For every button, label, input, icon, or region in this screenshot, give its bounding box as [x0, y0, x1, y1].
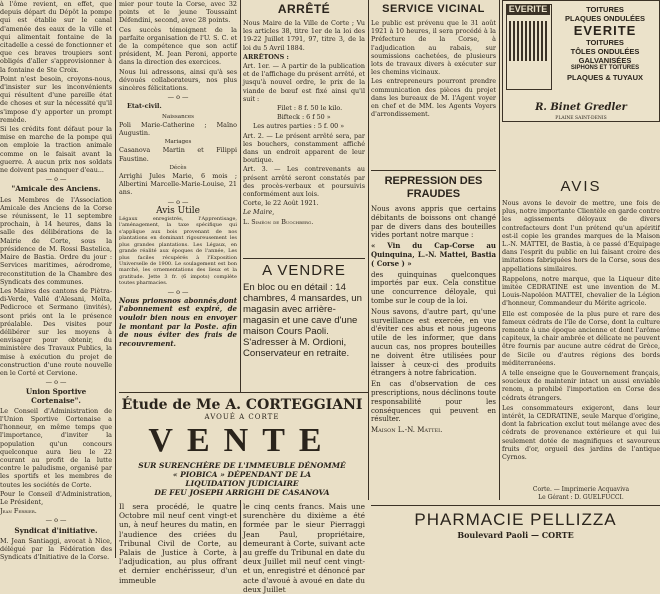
article-text: à l'ôme revient, en effet, que depuis départ du Dépôt la pompe qui est établie sur le canal d'amenée des eaux de la ville et qui alimentait fontaine de la citadelle a cessé de fonctionner et que ces braves troupiers sont obligés d'aller s'approvisionner à la fontaine de Ste Croix. — [0, 0, 112, 74]
signature: Le Maire, — [243, 208, 275, 217]
printer-line: Corte. — Imprimerie Acquaviva — [532, 486, 630, 493]
section-rule — [371, 505, 660, 506]
separator: — o — — [167, 287, 189, 296]
etude-notice — [119, 395, 365, 497]
article-text: En cas d'observation de ces prescriptions, nous déclinons toute responsabilité pour les conséquences qui peuvent en résulter. — [371, 380, 496, 424]
article-text: M. Jean Santiaggi, avocat à Nice, délégué par la Fédération des Syndicats d'Initiative de la Corse. — [0, 536, 112, 562]
article-text: A telle enseigne que le Gouvernement français, soucieux de maintenir intact un aussi enviable renom, a prohibé l'importation en Corse des cédrats étrangers. — [502, 369, 660, 402]
price-line: Les autres parties : 5 f. 00 » — [253, 122, 345, 131]
article-text: Nous Maire de la Ville de Corte ; Vu les articles 38, titre 1er de la loi des 19-22 Juillet 1791, 97, titre 3, de la loi du 5 Avril 1884. — [243, 19, 365, 52]
article-text: Nous savons, d'autre part, qu'une surveillance est exercée, en vue d'éviter ces abus et nous jugeons utile de les informer, que dans aucun cas, nos propres bouteilles ne doivent être utilisées pour laisser à ceux-ci des produits étrangers à notre fabrication. — [371, 307, 496, 378]
etude-subtitle: AVOUÉ A CORTE — [204, 413, 280, 421]
column-rule — [240, 500, 241, 558]
vente-body-right: le cinq cents francs. Mais une surenchère du dixième a été formée par le sieur Pierraggi Jean Paul, propriétaire, demeurant à Corte, suivant acte au greffe du Tribunal en date du deux Juillet mil neuf cent vingt-et un, enregistré et dénoncé par acte d'avoué à avoué en date du deux Juillet — [243, 502, 365, 594]
subheading: Décès — [169, 164, 187, 171]
signature: Maison L.-N. Mattei. — [371, 426, 443, 435]
price-line: Filet : 8 f. 50 le kilo. — [277, 104, 343, 113]
arrete-column — [243, 0, 365, 260]
article-text: Rappelons, notre marque, que la Liqueur dite imitée CEDRATINE est une invention de M. Louis-Napoléon MATTEI, chevalier de la Légion d'honneur, Commandeur du Mérite agricole. — [502, 274, 660, 308]
avis-notice — [502, 178, 660, 463]
separator: — o — — [167, 93, 189, 102]
article-text: Les Maires des cantons de Piètra-di-Verde, Vallé d'Alesani, Moïta, Pedicroce et Sermano (invités), sont priés ont la le présence préalable. Des visites pour délibérer sur les moyens à envisager pour obtenir, du ministère des Travaux Publics, la mise à exécution du projet de construction d'une route nouvelle en le Corté et Cervione. — [0, 286, 112, 377]
section-heading: Union Sportive Cortenaise". — [25, 387, 87, 405]
article-text: Le Conseil d'Administration de l'Union Sportive Cortenaise a l'honneur, en même temps que l'importance, d'inviter la population qu'un concours quelconque aura lieu le 22 courant au profit de la lutte contre le paludisme, organisé par les sportifs et les membres de toutes les sociétés de Corte. — [0, 406, 112, 489]
column-rule — [115, 0, 116, 558]
ad-text — [553, 5, 657, 82]
separator: — o — — [45, 378, 67, 387]
article-text: Si les crédits font défaut pour la mise en marche de la pompe qui on emploie la traction animale comme on le faisait avant la guerre. A aucun prix nos soldats ne doivent pas manquer d'eau... — [0, 125, 112, 175]
ad-line: TÔLES ONDULÉES — [570, 47, 640, 56]
column-2 — [119, 0, 237, 390]
ad-line: TOITURES — [586, 38, 624, 47]
pharmacie-address: Boulevard Paoli — CORTE — [457, 530, 574, 540]
article-text: mier pour toute la Corse, avec 32 points et le jeune Toussaint Défendini, second, avec 28 points. — [119, 0, 237, 25]
section-heading: "Amicale des Anciens. — [11, 184, 101, 194]
repression-title: REPRESSION DES FRAUDES — [384, 175, 483, 200]
vente-body-left: Il sera procédé, le quatre Octobre mil neuf cent vingt-et un, à neuf heures du matin, en l'audience des criées du Tribunal Civil de Corte, au Palais de Justice à Corte, à l'adjudication, au plus offrant et dernier enchérisseur, d'un immeuble — [119, 502, 237, 585]
vente-subtitle: LIQUIDATION JUDICIAIRE — [185, 479, 299, 488]
ad-line: SIPHONS ET TOITURES — [570, 65, 640, 71]
vente-subtitle: SUR SURENCHÈRE DE L'IMMEUBLE DÉNOMMÉ — [138, 461, 346, 470]
article-text: Art. 2. — Le présent arrêté sera, par les bouchers, constamment affiché dans un endroit apparent de leur boutique. — [243, 131, 365, 165]
article-text: Art. 1er. — A partir de la publication et de l'affichage du présent arrêté, et jusqu'à nouvel ordre, le prix de la viande de bœuf est fixé ainsi qu'il suit : — [243, 62, 365, 103]
service-title: SERVICE VICINAL — [382, 3, 485, 15]
subscriber-notice: Nous prionsnos abonnés,dont l'abonnement est expiré, de vouloir bien nous en envoyer le montant par la Poste. afin de nous éviter des frais de recouvrement. — [119, 295, 237, 348]
ad-brand: EVERITE — [573, 23, 637, 38]
vente-subtitle: « PIOBICA » DÉPENDANT DE LA — [172, 470, 312, 479]
repression-des-fraudes — [371, 175, 496, 437]
signature: Jean Ferrier. — [0, 507, 37, 516]
article-text: Ces succès témoignent de la parfaite organisation de l'U. S. C. et de la compétence que son actif président, M. Jean Peroni, apporte dans la direction des exercices. — [119, 25, 237, 67]
vente-title: VENTE — [148, 422, 336, 459]
subheading: Mariages — [164, 139, 192, 146]
pharmacie-ad — [371, 510, 660, 540]
article-text: Nous avons appris que certains débitants de boissons ont changé par de divers dans des bouteilles vides portant notre marque : — [371, 205, 496, 240]
article-text: Pour le Conseil d'Administration, Le Président, — [0, 489, 112, 506]
vente-subtitle: DE FEU JOSEPH ARRIGHI DE CASANOVA — [154, 488, 330, 497]
everite-advertisement — [502, 0, 660, 122]
section-rule — [119, 392, 368, 393]
brand-quote: « Vin du Cap-Corse au Quinquina, L.-N. Mattei, Bastia ( Corse ) » — [371, 241, 496, 268]
section-heading: Avis Utile — [156, 205, 200, 216]
arrete-title: ARRÊTÉ — [277, 2, 331, 16]
pharmacie-name: PHARMACIE PELLIZZA — [414, 510, 617, 529]
section-heading: Etat-civil. — [127, 102, 162, 111]
a-vendre-text: En bloc ou en détail : 14 chambres, 4 mansardes, un magasin avec arrière-magasin et une cave d'une maison Cours Paoli. S'adresser à M. Ordioni, Conservateur en retraite. — [243, 282, 362, 359]
ad-line: PLAQUES & TUYAUX — [567, 72, 643, 82]
section-rule — [371, 170, 496, 171]
signature: L. Siméon de Buochberg. — [243, 217, 314, 226]
arrete-date: Corte, le 22 Août 1921. — [243, 199, 319, 208]
avis-title: AVIS — [560, 178, 602, 195]
a-vendre-title: A VENDRE — [262, 262, 346, 279]
etude-title: Étude de Me A. CORTEGGIANI — [121, 397, 363, 413]
gerant-line: Le Gérant : D. GUELFUCCI. — [538, 494, 624, 501]
article-text: Les entrepreneurs pourront prendre communication des pièces du projet dans les bureaux de M. l'Agent voyer en chef et de MM. les Agents Voyers d'arrondissement. — [371, 77, 496, 119]
column-rule — [240, 0, 241, 392]
separator: — o — — [45, 516, 67, 525]
column-1 — [0, 0, 112, 562]
article-text: Casanova Martin et Filippi Faustine. — [119, 146, 237, 163]
ad-signature: R. Binet Gredler — [535, 102, 627, 113]
a-vendre-ad — [243, 262, 365, 359]
article-text: Elle est composée de la plus pure et rare des fameux cédrats de l'île de Corse, dont la culture remonte à une époque ancienne et dont l'arôme capiteux, la chair ambrée et délicate ne peuvent être fournis par aucune autre cédrat de Grèce, de Sicile ou d'autres régions des bords méditerranéens. — [502, 309, 660, 367]
ad-line: GALVANISÉES — [578, 56, 632, 65]
article-text: Poli Marie-Catherine ; Maïno Augustin. — [119, 120, 237, 138]
article-text: Nous avons le devoir de mettre, une fois de plus, notre importante Clientèle en garde contre les agissements déloyaux de divers contrefacteurs dont l'un prétend qu'un apéritif est-il copie les grandes marques de la Maison L.-N. MATTEI, de Bastia, à ce passé d'Equipage dans l'esprit du public en lui faisant croire des imitations fabriquées hors de la Corse, sous des appellations similaires. — [502, 199, 660, 273]
article-text: Le public est prévenu que le 31 août 1921 à 10 heures, il sera procédé à la Préfecture de la Corse, à l'adjudication au rabais, sur soumissions cachetées, de plusieurs lots de travaux divers à exécuter sur les chemins vicinaux. — [371, 19, 496, 77]
article-text: Nous lui adressons, ainsi qu'à ses dévoués collaborateurs, nos plus sincères félicitations. — [119, 67, 237, 93]
article-text: Les Membres de l'Association Amicale des Anciens de la Corse se réunissent, le 11 septembre prochain, à 14 heures, dans la salle des délibérations de la Mairie de Corte, sous la présidence de M. Rossi Bastelica, Maire de Bastia. Ordre du jour : Services maritimes, aérodrome, reconstitution de la Chambre des Syndicats des communes. — [0, 195, 112, 286]
price-line: Bifteck : 6 f 50 » — [277, 113, 331, 122]
imprint — [502, 486, 660, 502]
section-heading: Syndicat d'initiative. — [14, 525, 98, 535]
article-text: Arrighi Jules Marie, 6 mois ; Albertini Marcelle-Marie-Louise, 21 ans. — [119, 172, 237, 197]
separator: — o — — [167, 197, 189, 206]
article-text: des quinquinas quelconques importés par eux. Cela constitue une concurrence déloyale, qui tombe sur le coup de la loi. — [371, 270, 496, 305]
roof-illustration-icon — [509, 21, 547, 61]
section-rule — [243, 258, 365, 259]
subheading: Naissances — [161, 113, 194, 120]
separator: — o — — [45, 175, 67, 184]
article-text: ARRÊTONS : — [243, 52, 289, 61]
ad-address: PLAINE SAINT-DENIS — [555, 116, 607, 121]
column-rule — [499, 0, 500, 500]
column-rule — [368, 0, 369, 500]
ad-line: PLAQUES ONDULÉES — [564, 14, 645, 23]
article-text: Art. 3. — Les contrevenants au présent arrêté seront constatés par des procès-verbaux et poursuivis conformément aux lois. — [243, 165, 365, 199]
ad-line: TOITURES — [586, 5, 624, 14]
article-text: Les consommateurs exigeront, dans leur intérêt, la CEDRATINE, seule Marque d'origine, dont la fabrication exclut tout mélange avec des cédrats de provenance extérieure et qui lui seulement dotée de magnifiques et savoureux fruits d'or, orgueil des jardins de l'antique Cyrnos. — [502, 403, 660, 462]
everite-logo: EVERITE — [506, 4, 550, 15]
article-text: Légaux enregistrés, l'Apprentisage, l'aménagement, la taxe spécifique qui s'applique aux bois provenant de nos plantations en dominant rigoureusement les plus grandes plantations. Les Légaux, en grande réalité aux époques de l'année, Les plus faciles récupérés à l'Exposition Universelle de 1900. Le soulagement est bon marché, les ornementations des lieux et la gratitude. Jette 3 fr. (6 impots) complète toutes pharmacies. — [119, 216, 237, 287]
article-text: Point n'est besoin, croyons-nous, d'insister sur les inconvénients qui résultent d'une pareille état de choses et sur la nécessité qu'il s'impose d'y apporter un prompt remède. — [0, 74, 112, 124]
